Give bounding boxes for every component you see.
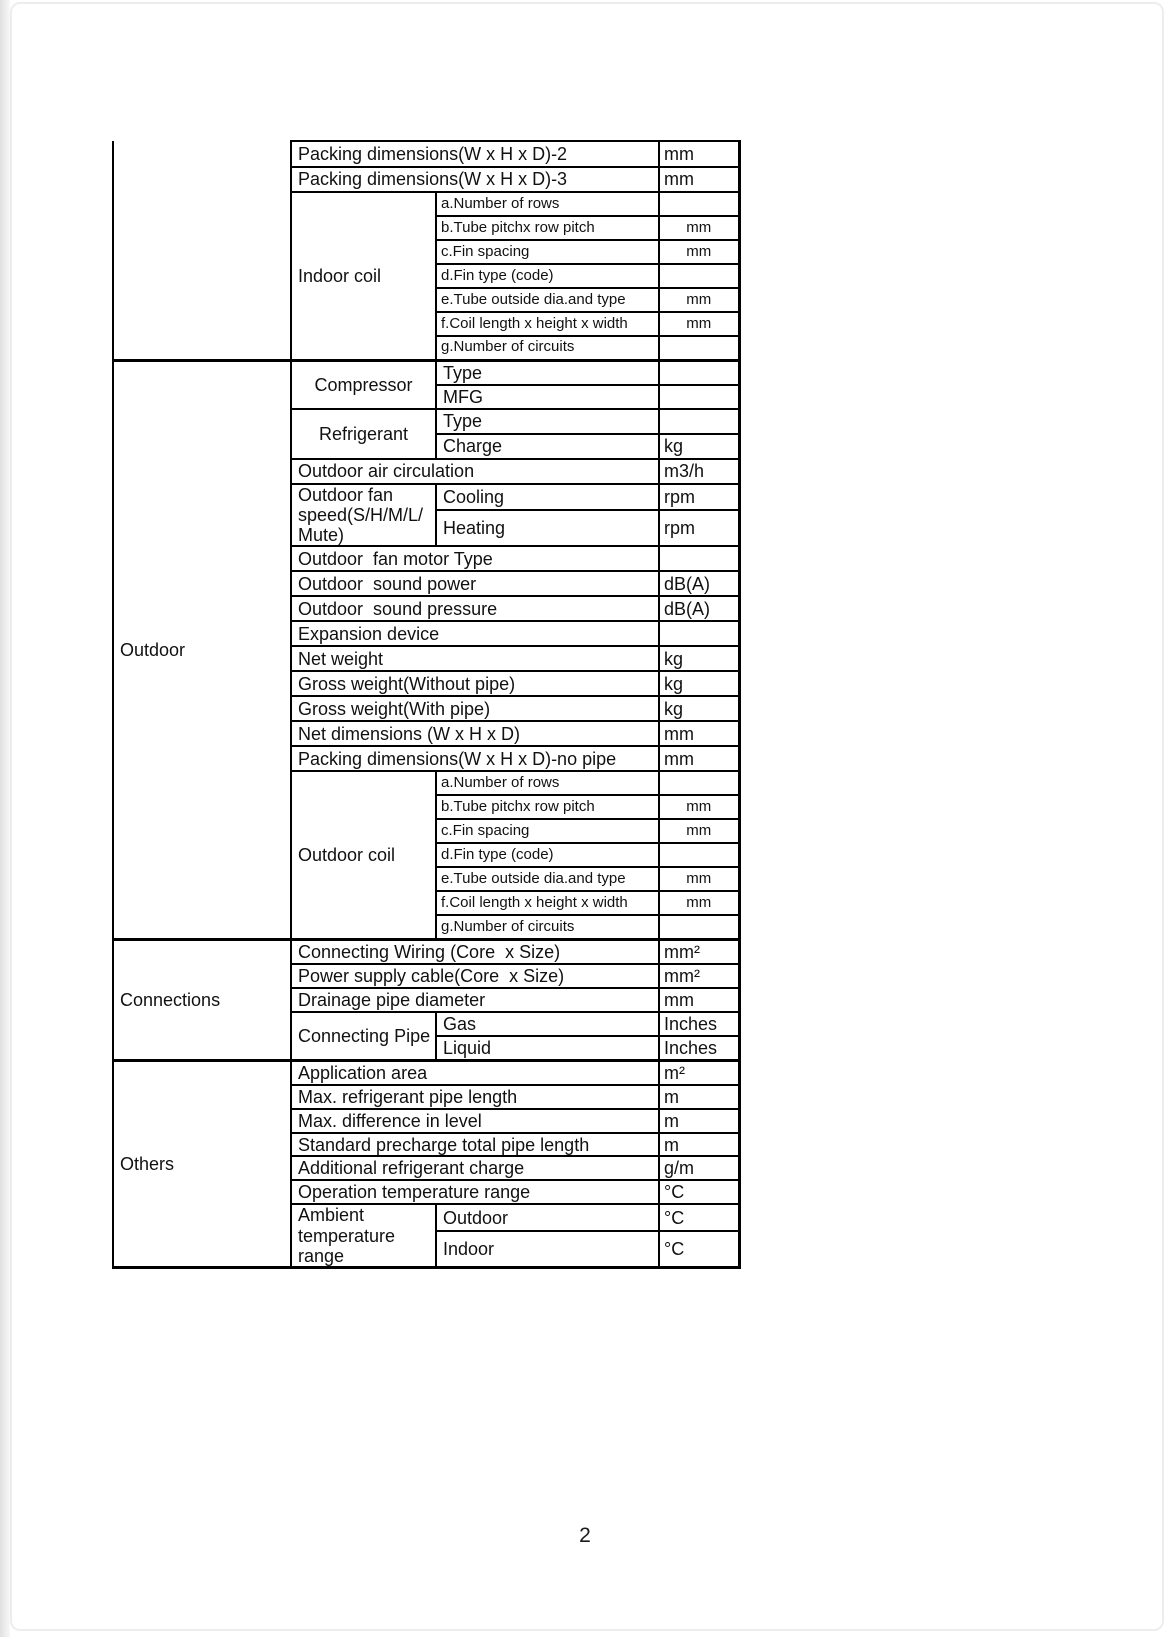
row-unit: mm² xyxy=(659,964,739,988)
row-label: Packing dimensions(W x H x D)-2 xyxy=(291,141,659,167)
row-label: Additional refrigerant charge xyxy=(291,1156,659,1180)
row-unit: mm xyxy=(659,288,739,312)
page-number: 2 xyxy=(579,1524,591,1547)
row-label: Liquid xyxy=(436,1036,659,1060)
row-label: Gas xyxy=(436,1012,659,1036)
row-label: Max. refrigerant pipe length xyxy=(291,1085,659,1109)
row-unit: dB(A) xyxy=(659,596,739,621)
row-label: Heating xyxy=(436,510,659,546)
row-unit: Inches xyxy=(659,1036,739,1060)
row-unit xyxy=(659,771,739,795)
row-unit: °C xyxy=(659,1231,739,1267)
row-label: Charge xyxy=(436,434,659,459)
row-unit: mm xyxy=(659,867,739,891)
row-unit: mm xyxy=(659,795,739,819)
row-label: f.Coil length x height x width xyxy=(436,312,659,336)
row-label: d.Fin type (code) xyxy=(436,264,659,288)
category-cell-connections: Connections xyxy=(113,939,291,1060)
row-label: Outdoor sound power xyxy=(291,571,659,596)
row-unit: m3/h xyxy=(659,459,739,484)
table-row xyxy=(113,141,739,167)
category-cell-blank xyxy=(113,141,291,360)
row-unit: rpm xyxy=(659,510,739,546)
row-unit: mm xyxy=(659,819,739,843)
row-unit: g/m xyxy=(659,1156,739,1180)
category-cell-others: Others xyxy=(113,1060,291,1267)
category-cell-outdoor: Outdoor xyxy=(113,360,291,939)
row-unit: mm² xyxy=(659,939,739,964)
row-unit: °C xyxy=(659,1204,739,1231)
row-label: b.Tube pitchx row pitch xyxy=(436,216,659,240)
table-row xyxy=(113,360,739,385)
spec-table xyxy=(112,140,741,1269)
group-label-outdoor-coil: Outdoor coil xyxy=(291,771,436,939)
row-label: c.Fin spacing xyxy=(436,240,659,264)
row-unit xyxy=(659,843,739,867)
row-unit: m xyxy=(659,1085,739,1109)
group-label-compressor: Compressor xyxy=(291,360,436,409)
row-unit: kg xyxy=(659,671,739,696)
row-label: Cooling xyxy=(436,484,659,510)
row-unit: m² xyxy=(659,1060,739,1085)
row-unit xyxy=(659,385,739,409)
row-unit: °C xyxy=(659,1180,739,1204)
row-unit: dB(A) xyxy=(659,571,739,596)
page-left-edge xyxy=(0,0,10,1637)
row-unit xyxy=(659,360,739,385)
row-unit: Inches xyxy=(659,1012,739,1036)
row-label: a.Number of rows xyxy=(436,192,659,216)
row-label: Gross weight(With pipe) xyxy=(291,696,659,721)
group-label-indoor-coil: Indoor coil xyxy=(291,192,436,360)
row-unit: mm xyxy=(659,312,739,336)
row-unit xyxy=(659,336,739,360)
row-unit xyxy=(659,409,739,434)
row-label: Outdoor sound pressure xyxy=(291,596,659,621)
row-label: Packing dimensions(W x H x D)-3 xyxy=(291,167,659,192)
group-label-fan-speed: Outdoor fan speed(S/H/M/L/Mute) xyxy=(291,484,436,546)
row-unit xyxy=(659,621,739,646)
row-label: Net dimensions (W x H x D) xyxy=(291,721,659,746)
row-label: Drainage pipe diameter xyxy=(291,988,659,1012)
row-label: Operation temperature range xyxy=(291,1180,659,1204)
group-label-ambient: Ambient temperature range xyxy=(291,1204,436,1267)
row-label: Packing dimensions(W x H x D)-no pipe xyxy=(291,746,659,771)
row-unit: mm xyxy=(659,167,739,192)
row-unit: mm xyxy=(659,721,739,746)
row-label: Outdoor fan motor Type xyxy=(291,546,659,571)
row-label: Type xyxy=(436,409,659,434)
row-label: d.Fin type (code) xyxy=(436,843,659,867)
row-label: Net weight xyxy=(291,646,659,671)
row-unit xyxy=(659,264,739,288)
row-unit: m xyxy=(659,1109,739,1133)
row-label: Outdoor air circulation xyxy=(291,459,659,484)
row-label: Application area xyxy=(291,1060,659,1085)
row-label: c.Fin spacing xyxy=(436,819,659,843)
row-unit: kg xyxy=(659,696,739,721)
row-label: Expansion device xyxy=(291,621,659,646)
group-label-connecting-pipe: Connecting Pipe xyxy=(291,1012,436,1060)
row-label: Connecting Wiring (Core x Size) xyxy=(291,939,659,964)
row-label: Indoor xyxy=(436,1231,659,1267)
row-label: MFG xyxy=(436,385,659,409)
row-label: Gross weight(Without pipe) xyxy=(291,671,659,696)
row-unit: mm xyxy=(659,141,739,167)
row-unit xyxy=(659,546,739,571)
table-row xyxy=(113,939,739,964)
row-unit: mm xyxy=(659,988,739,1012)
row-label: Power supply cable(Core x Size) xyxy=(291,964,659,988)
row-label: Type xyxy=(436,360,659,385)
row-unit: m xyxy=(659,1133,739,1156)
group-label-refrigerant: Refrigerant xyxy=(291,409,436,459)
row-unit xyxy=(659,915,739,939)
row-label: f.Coil length x height x width xyxy=(436,891,659,915)
row-label: a.Number of rows xyxy=(436,771,659,795)
row-label: Outdoor xyxy=(436,1204,659,1231)
row-label: e.Tube outside dia.and type xyxy=(436,867,659,891)
row-unit: mm xyxy=(659,746,739,771)
table-row xyxy=(113,1060,739,1085)
row-unit: mm xyxy=(659,216,739,240)
row-label: b.Tube pitchx row pitch xyxy=(436,795,659,819)
row-unit: mm xyxy=(659,891,739,915)
row-unit: mm xyxy=(659,240,739,264)
row-label: e.Tube outside dia.and type xyxy=(436,288,659,312)
row-label: Standard precharge total pipe length xyxy=(291,1133,659,1156)
row-label: g.Number of circuits xyxy=(436,915,659,939)
row-label: Max. difference in level xyxy=(291,1109,659,1133)
row-label: g.Number of circuits xyxy=(436,336,659,360)
row-unit: kg xyxy=(659,646,739,671)
row-unit xyxy=(659,192,739,216)
row-unit: kg xyxy=(659,434,739,459)
row-unit: rpm xyxy=(659,484,739,510)
